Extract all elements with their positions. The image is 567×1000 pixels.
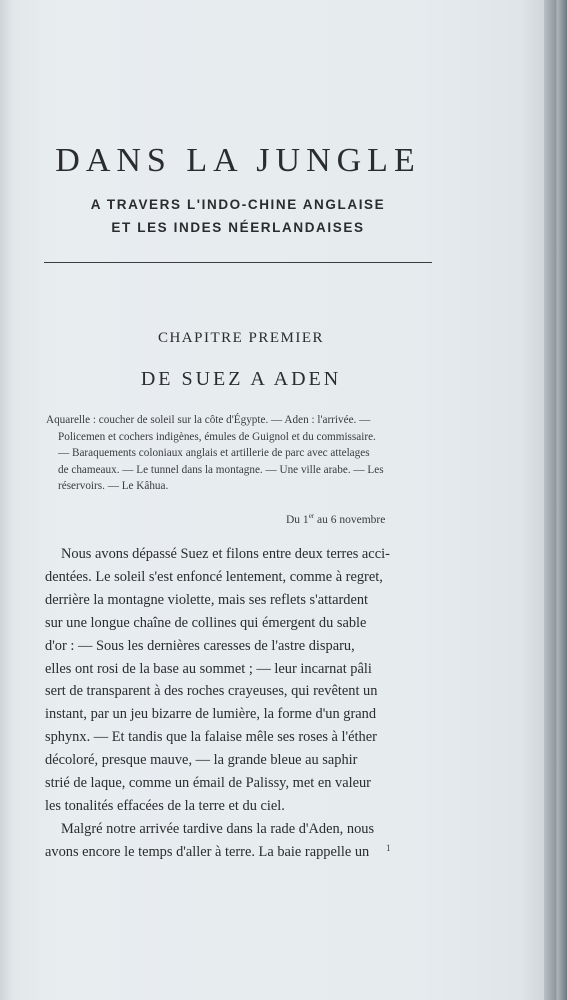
body-line: strié de laque, comme un émail de Palissy, met en valeur bbox=[45, 775, 371, 792]
page-edge-shadow bbox=[544, 0, 556, 1000]
body-line: elles ont rosi de la base au sommet ; — leur incarnat pâli bbox=[45, 660, 372, 677]
body-line: décoloré, presque mauve, — la grande bleue au saphir bbox=[45, 752, 358, 769]
body-line: derrière la montagne violette, mais ses reflets s'attardent bbox=[45, 591, 369, 608]
body-paragraphs bbox=[45, 543, 455, 864]
date-prefix: Du 1 bbox=[286, 514, 309, 526]
body-line: d'or : — Sous les dernières caresses de l'astre disparu, bbox=[45, 637, 355, 654]
page-number: 1 bbox=[386, 843, 391, 853]
body-line: dentées. Le soleil s'est enfoncé lentement, comme à regret, bbox=[45, 568, 383, 585]
summary-line: de chameaux. — Le tunnel dans la montagne. — Une ville arabe. — Les bbox=[58, 463, 384, 476]
book-title: DANS LA JUNGLE bbox=[55, 142, 421, 179]
chapter-date bbox=[286, 512, 385, 526]
body-line: avons encore le temps d'aller à terre. La baie rappelle un bbox=[45, 843, 370, 860]
body-line: les tonalités effacées de la terre et du ciel. bbox=[45, 797, 285, 814]
chapter-label: CHAPITRE PREMIER bbox=[157, 330, 325, 346]
body-line: sert de transparent à des roches crayeuses, qui revêtent un bbox=[45, 683, 378, 700]
body-line: Malgré notre arrivée tardive dans la rade d'Aden, nous bbox=[61, 820, 375, 837]
summary-line: réservoirs. — Le Kâhua. bbox=[58, 480, 169, 493]
date-suffix: au 6 novembre bbox=[314, 514, 386, 526]
book-subtitle-line-2: ET LES INDES NÉERLANDAISES bbox=[111, 220, 365, 235]
summary-line: Aquarelle : coucher de soleil sur la côte d'Égypte. — Aden : l'arrivée. — bbox=[46, 414, 371, 426]
summary-line: — Baraquements coloniaux anglais et artillerie de parc avec attelages bbox=[58, 447, 370, 460]
chapter-summary bbox=[46, 412, 446, 495]
book-subtitle-line-1: A TRAVERS L'INDO-CHINE ANGLAISE bbox=[90, 197, 386, 212]
title-divider bbox=[44, 262, 432, 263]
body-line: sphynx. — Et tandis que la falaise mêle ses roses à l'éther bbox=[45, 729, 377, 746]
body-line: Nous avons dépassé Suez et filons entre deux terres acci- bbox=[61, 546, 390, 562]
summary-line: Policemen et cochers indigènes, émules de Guignol et du commissaire. bbox=[58, 430, 376, 443]
chapter-title: DE SUEZ A ADEN bbox=[140, 368, 342, 390]
body-line: sur une longue chaîne de collines qui émergent du sable bbox=[45, 614, 367, 631]
body-line: instant, par un jeu bizarre de lumière, la forme d'un grand bbox=[45, 706, 377, 723]
date-superscript: er bbox=[308, 512, 315, 520]
